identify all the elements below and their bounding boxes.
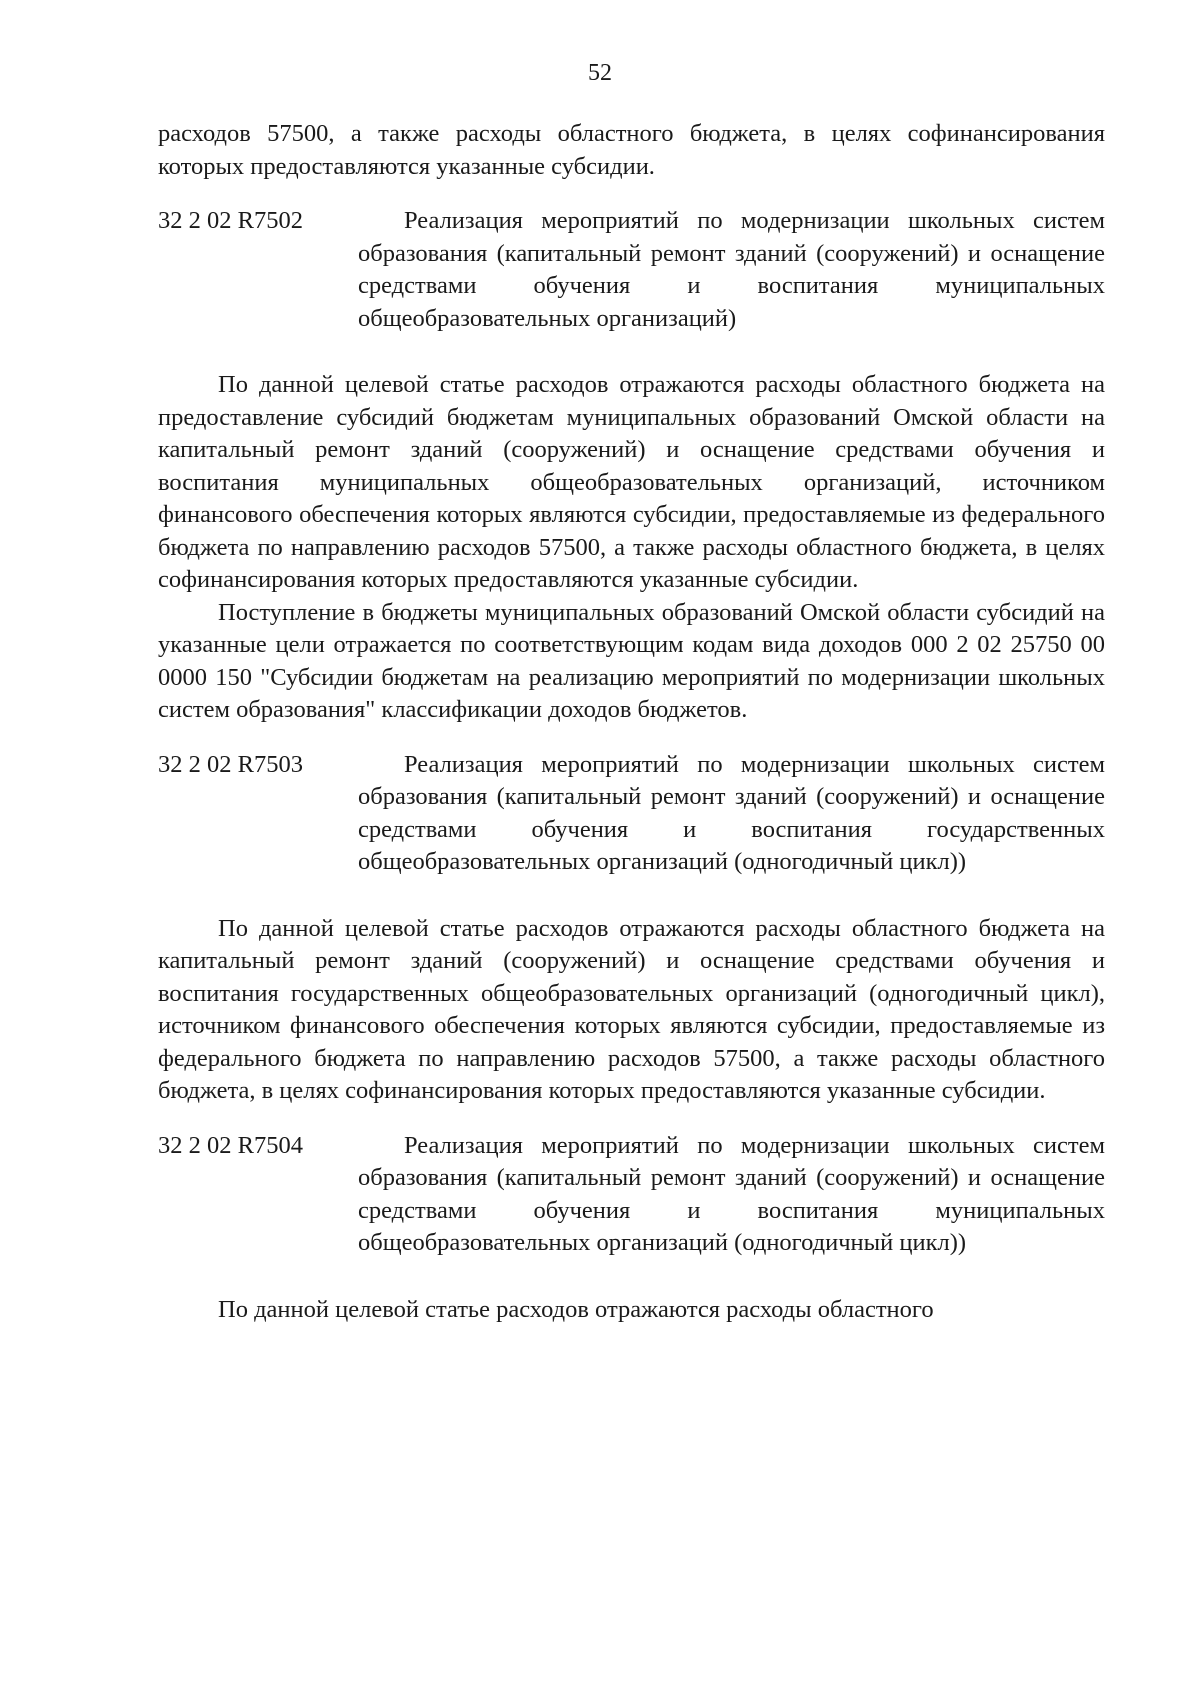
spacer xyxy=(158,879,1105,913)
entry-paragraph: По данной целевой статье расходов отражаются расходы областного бюджета на предоставление субсидий бюджетам муниципальных образований Омской области на капитальный ремонт зданий (сооружений) и оснащение средствами обучения и воспитания муниципальных общеобразовательных организаций, источником финансового обеспечения которых являются субсидии, предоставляемые из федерального бюджета по направлению расходов 57500, а также расходы областного бюджета, в целях софинансирования которых предоставляются указанные субсидии. xyxy=(158,371,1105,593)
budget-entry-r7503 xyxy=(158,749,1105,879)
spacer xyxy=(158,727,1105,749)
budget-entry-r7504 xyxy=(158,1130,1105,1260)
spacer xyxy=(158,335,1105,369)
intro-paragraph: расходов 57500, а также расходы областного бюджета, в целях софинансирования которых предоставляются указанные субсидии. xyxy=(158,120,1105,180)
page-number: 52 xyxy=(588,60,612,86)
entry-code: 32 2 02 R7503 xyxy=(158,750,303,778)
entry-title: Реализация мероприятий по модернизации школьных систем образования (капитальный ремонт зданий (сооружений) и оснащение средствами обучения и воспитания муниципальных общеобразовательных организаций (одногодичный цикл)) xyxy=(358,1131,1105,1256)
spacer xyxy=(158,1108,1105,1130)
entry-paragraph: По данной целевой статье расходов отражаются расходы областного бюджета на капитальный ремонт зданий (сооружений) и оснащение средствами обучения и воспитания государственных общеобразовательных организаций (одногодичный цикл), источником финансового обеспечения которых являются субсидии, предоставляемые из федерального бюджета по направлению расходов 57500, а также расходы областного бюджета, в целях софинансирования которых предоставляются указанные субсидии. xyxy=(158,914,1105,1104)
entry-title: Реализация мероприятий по модернизации школьных систем образования (капитальный ремонт зданий (сооружений) и оснащение средствами обучения и воспитания муниципальных общеобразовательных организаций) xyxy=(358,207,1105,332)
document-body xyxy=(158,118,1105,1326)
spacer xyxy=(158,1260,1105,1294)
entry-paragraph: Поступление в бюджеты муниципальных образований Омской области субсидий на указанные цели отражается по соответствующим кодам вида доходов 000 2 02 25750 00 0000 150 "Субсидии бюджетам на реализацию мероприятий по модернизации школьных систем образования" классификации доходов бюджетов. xyxy=(158,598,1105,723)
spacer xyxy=(158,183,1105,205)
entry-code: 32 2 02 R7502 xyxy=(158,207,303,234)
entry-code: 32 2 02 R7504 xyxy=(158,1131,303,1159)
budget-entry-r7502 xyxy=(158,205,1105,335)
entry-title: Реализация мероприятий по модернизации школьных систем образования (капитальный ремонт зданий (сооружений) и оснащение средствами обучения и воспитания государственных общеобразовательных организаций (одногодичный цикл)) xyxy=(358,750,1105,875)
entry-paragraph: По данной целевой статье расходов отражаются расходы областного xyxy=(218,1295,934,1323)
